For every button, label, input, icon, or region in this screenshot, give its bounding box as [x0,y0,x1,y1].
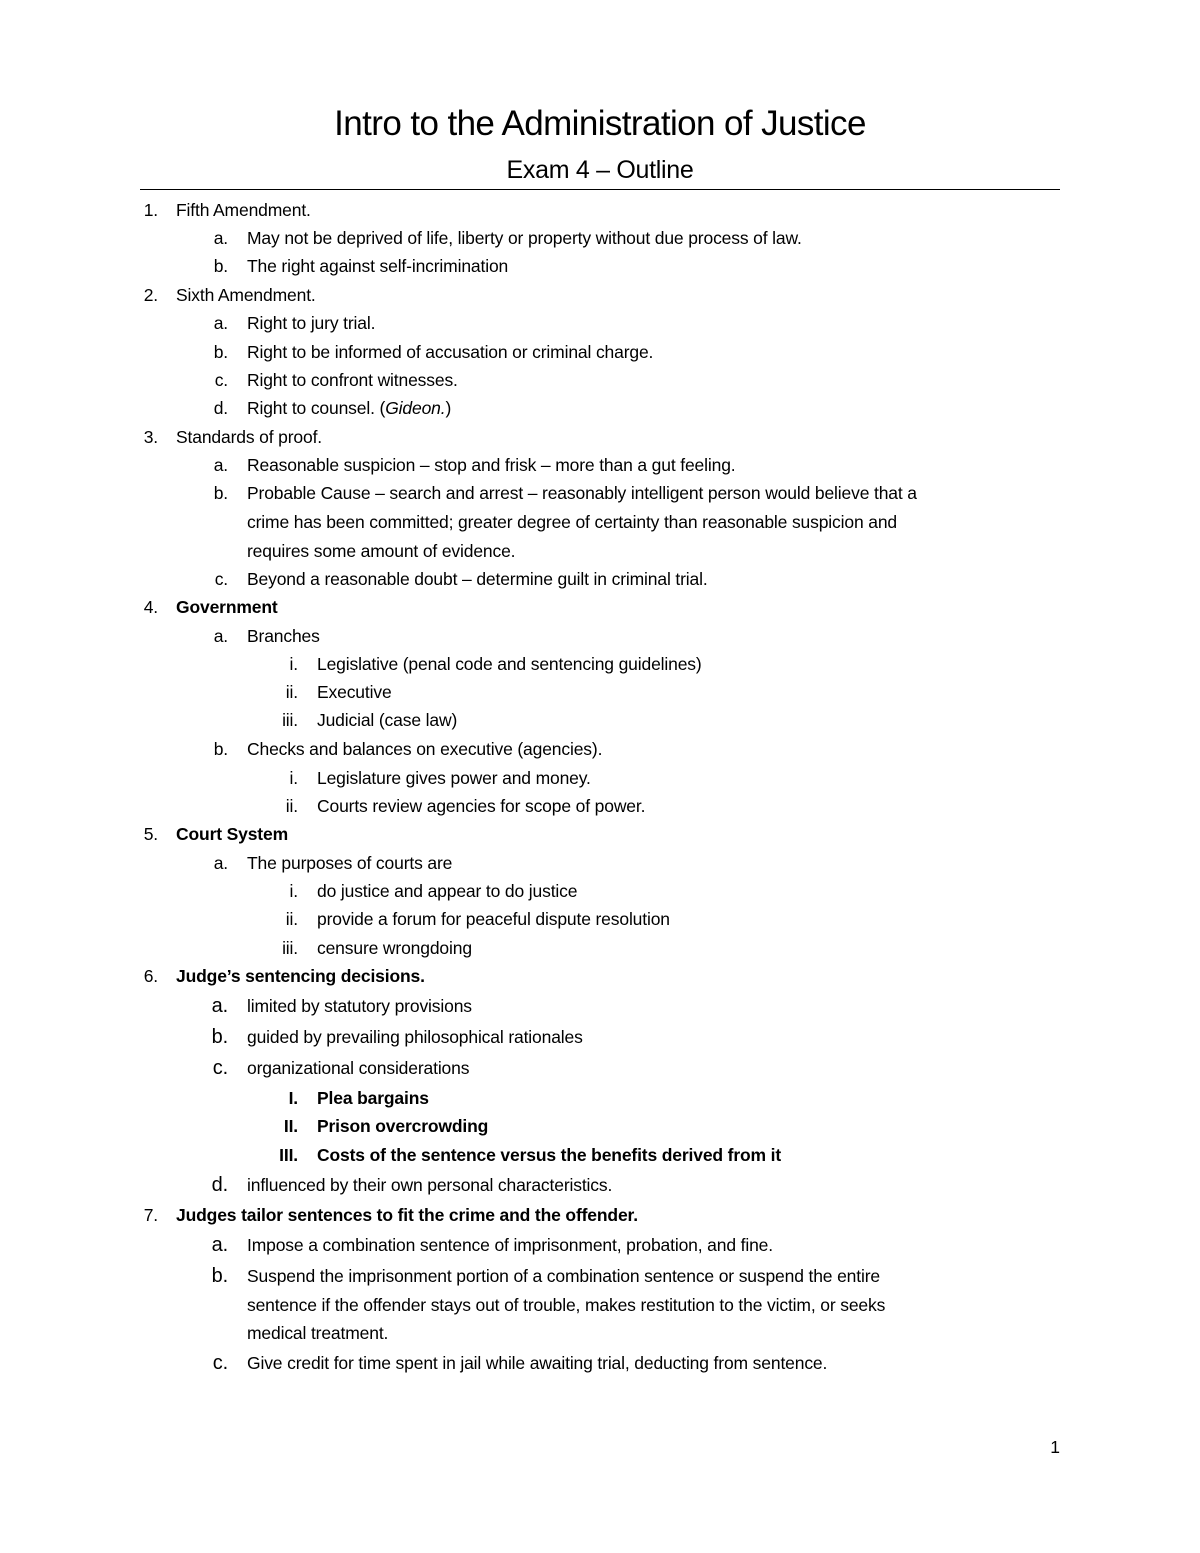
list-marker: III. [279,1145,298,1165]
list-marker: 3. [143,427,158,447]
list-text: Prison overcrowding [317,1116,489,1136]
list-text: guided by prevailing philosophical rationales [247,1027,583,1047]
list-marker: d. [211,1174,228,1196]
list-marker: c. [212,1057,228,1079]
list-text: sentence if the offender stays out of trouble, makes restitution to the victim, or seeks [247,1295,886,1315]
list-text: medical treatment. [247,1323,389,1343]
list-text: Standards of proof. [176,427,322,447]
list-text: Right to be informed of accusation or criminal charge. [247,342,654,362]
list-marker: ii. [285,682,298,702]
list-marker: c. [214,569,228,589]
list-marker: 6. [143,966,158,986]
list-text: Right to counsel. (Gideon.) [247,398,452,418]
list-marker: d. [213,398,228,418]
list-marker: 2. [143,285,158,305]
list-marker: ii. [285,909,298,929]
list-marker: iii. [282,938,298,958]
list-marker: i. [289,881,298,901]
list-text: Legislative (penal code and sentencing guidelines) [317,654,702,674]
list-text: Courts review agencies for scope of power. [317,796,646,816]
list-text: Checks and balances on executive (agencies). [247,739,603,759]
list-text: Probable Cause – search and arrest – reasonably intelligent person would believe that a [247,483,917,503]
list-text: Legislature gives power and money. [317,768,591,788]
list-marker: i. [289,654,298,674]
list-text: censure wrongdoing [317,938,472,958]
list-marker: c. [214,370,228,390]
list-text: Executive [317,682,392,702]
list-text: Right to confront witnesses. [247,370,458,390]
list-marker: i. [289,768,298,788]
document-title: Intro to the Administration of Justice [334,104,866,143]
list-marker: a. [213,853,228,873]
list-text: Branches [247,626,320,646]
list-text: Fifth Amendment. [176,200,311,220]
list-marker: c. [212,1352,228,1374]
list-text: The purposes of courts are [247,853,453,873]
list-marker: II. [283,1116,298,1136]
section-heading: Judges tailor sentences to fit the crime and the offender. [176,1205,638,1225]
case-name: Gideon. [385,398,446,418]
list-marker: 7. [143,1205,158,1225]
list-marker: 1. [143,200,158,220]
list-marker: I. [288,1088,298,1108]
list-marker: iii. [282,710,298,730]
section-heading: Judge’s sentencing decisions. [176,966,425,986]
list-marker: ii. [285,796,298,816]
document-subtitle: Exam 4 – Outline [506,156,694,184]
list-marker: b. [211,1026,228,1048]
section-heading: Government [176,597,278,617]
list-text: do justice and appear to do justice [317,881,578,901]
list-marker: a. [213,228,228,248]
list-text: requires some amount of evidence. [247,541,516,561]
list-marker: 5. [143,824,158,844]
list-marker: a. [211,1234,228,1256]
list-marker: 4. [143,597,158,617]
list-text: Right to jury trial. [247,313,376,333]
list-text: May not be deprived of life, liberty or property without due process of law. [247,228,802,248]
list-text: limited by statutory provisions [247,996,472,1016]
list-text: provide a forum for peaceful dispute resolution [317,909,670,929]
list-text: Judicial (case law) [317,710,458,730]
list-text: Beyond a reasonable doubt – determine guilt in criminal trial. [247,569,708,589]
list-marker: a. [211,995,228,1017]
list-text: Impose a combination sentence of imprisonment, probation, and fine. [247,1235,773,1255]
list-text: crime has been committed; greater degree of certainty than reasonable suspicion and [247,512,898,532]
list-text: Reasonable suspicion – stop and frisk – more than a gut feeling. [247,455,736,475]
list-marker: b. [211,1265,228,1287]
page-number: 1 [1050,1437,1060,1457]
list-marker: b. [213,342,228,362]
list-text: Give credit for time spent in jail while awaiting trial, deducting from sentence. [247,1353,828,1373]
list-marker: b. [213,739,228,759]
list-marker: b. [213,256,228,276]
list-marker: b. [213,483,228,503]
list-marker: a. [213,455,228,475]
list-text: Plea bargains [317,1088,429,1108]
list-marker: a. [213,313,228,333]
list-text: Sixth Amendment. [176,285,316,305]
list-text: Costs of the sentence versus the benefits derived from it [317,1145,782,1165]
title-divider [140,189,1060,190]
section-heading: Court System [176,824,288,844]
list-marker: a. [213,626,228,646]
list-text: influenced by their own personal characteristics. [247,1175,613,1195]
list-text: Suspend the imprisonment portion of a combination sentence or suspend the entire [247,1266,880,1286]
list-text: The right against self-incrimination [247,256,509,276]
list-text: organizational considerations [247,1058,470,1078]
